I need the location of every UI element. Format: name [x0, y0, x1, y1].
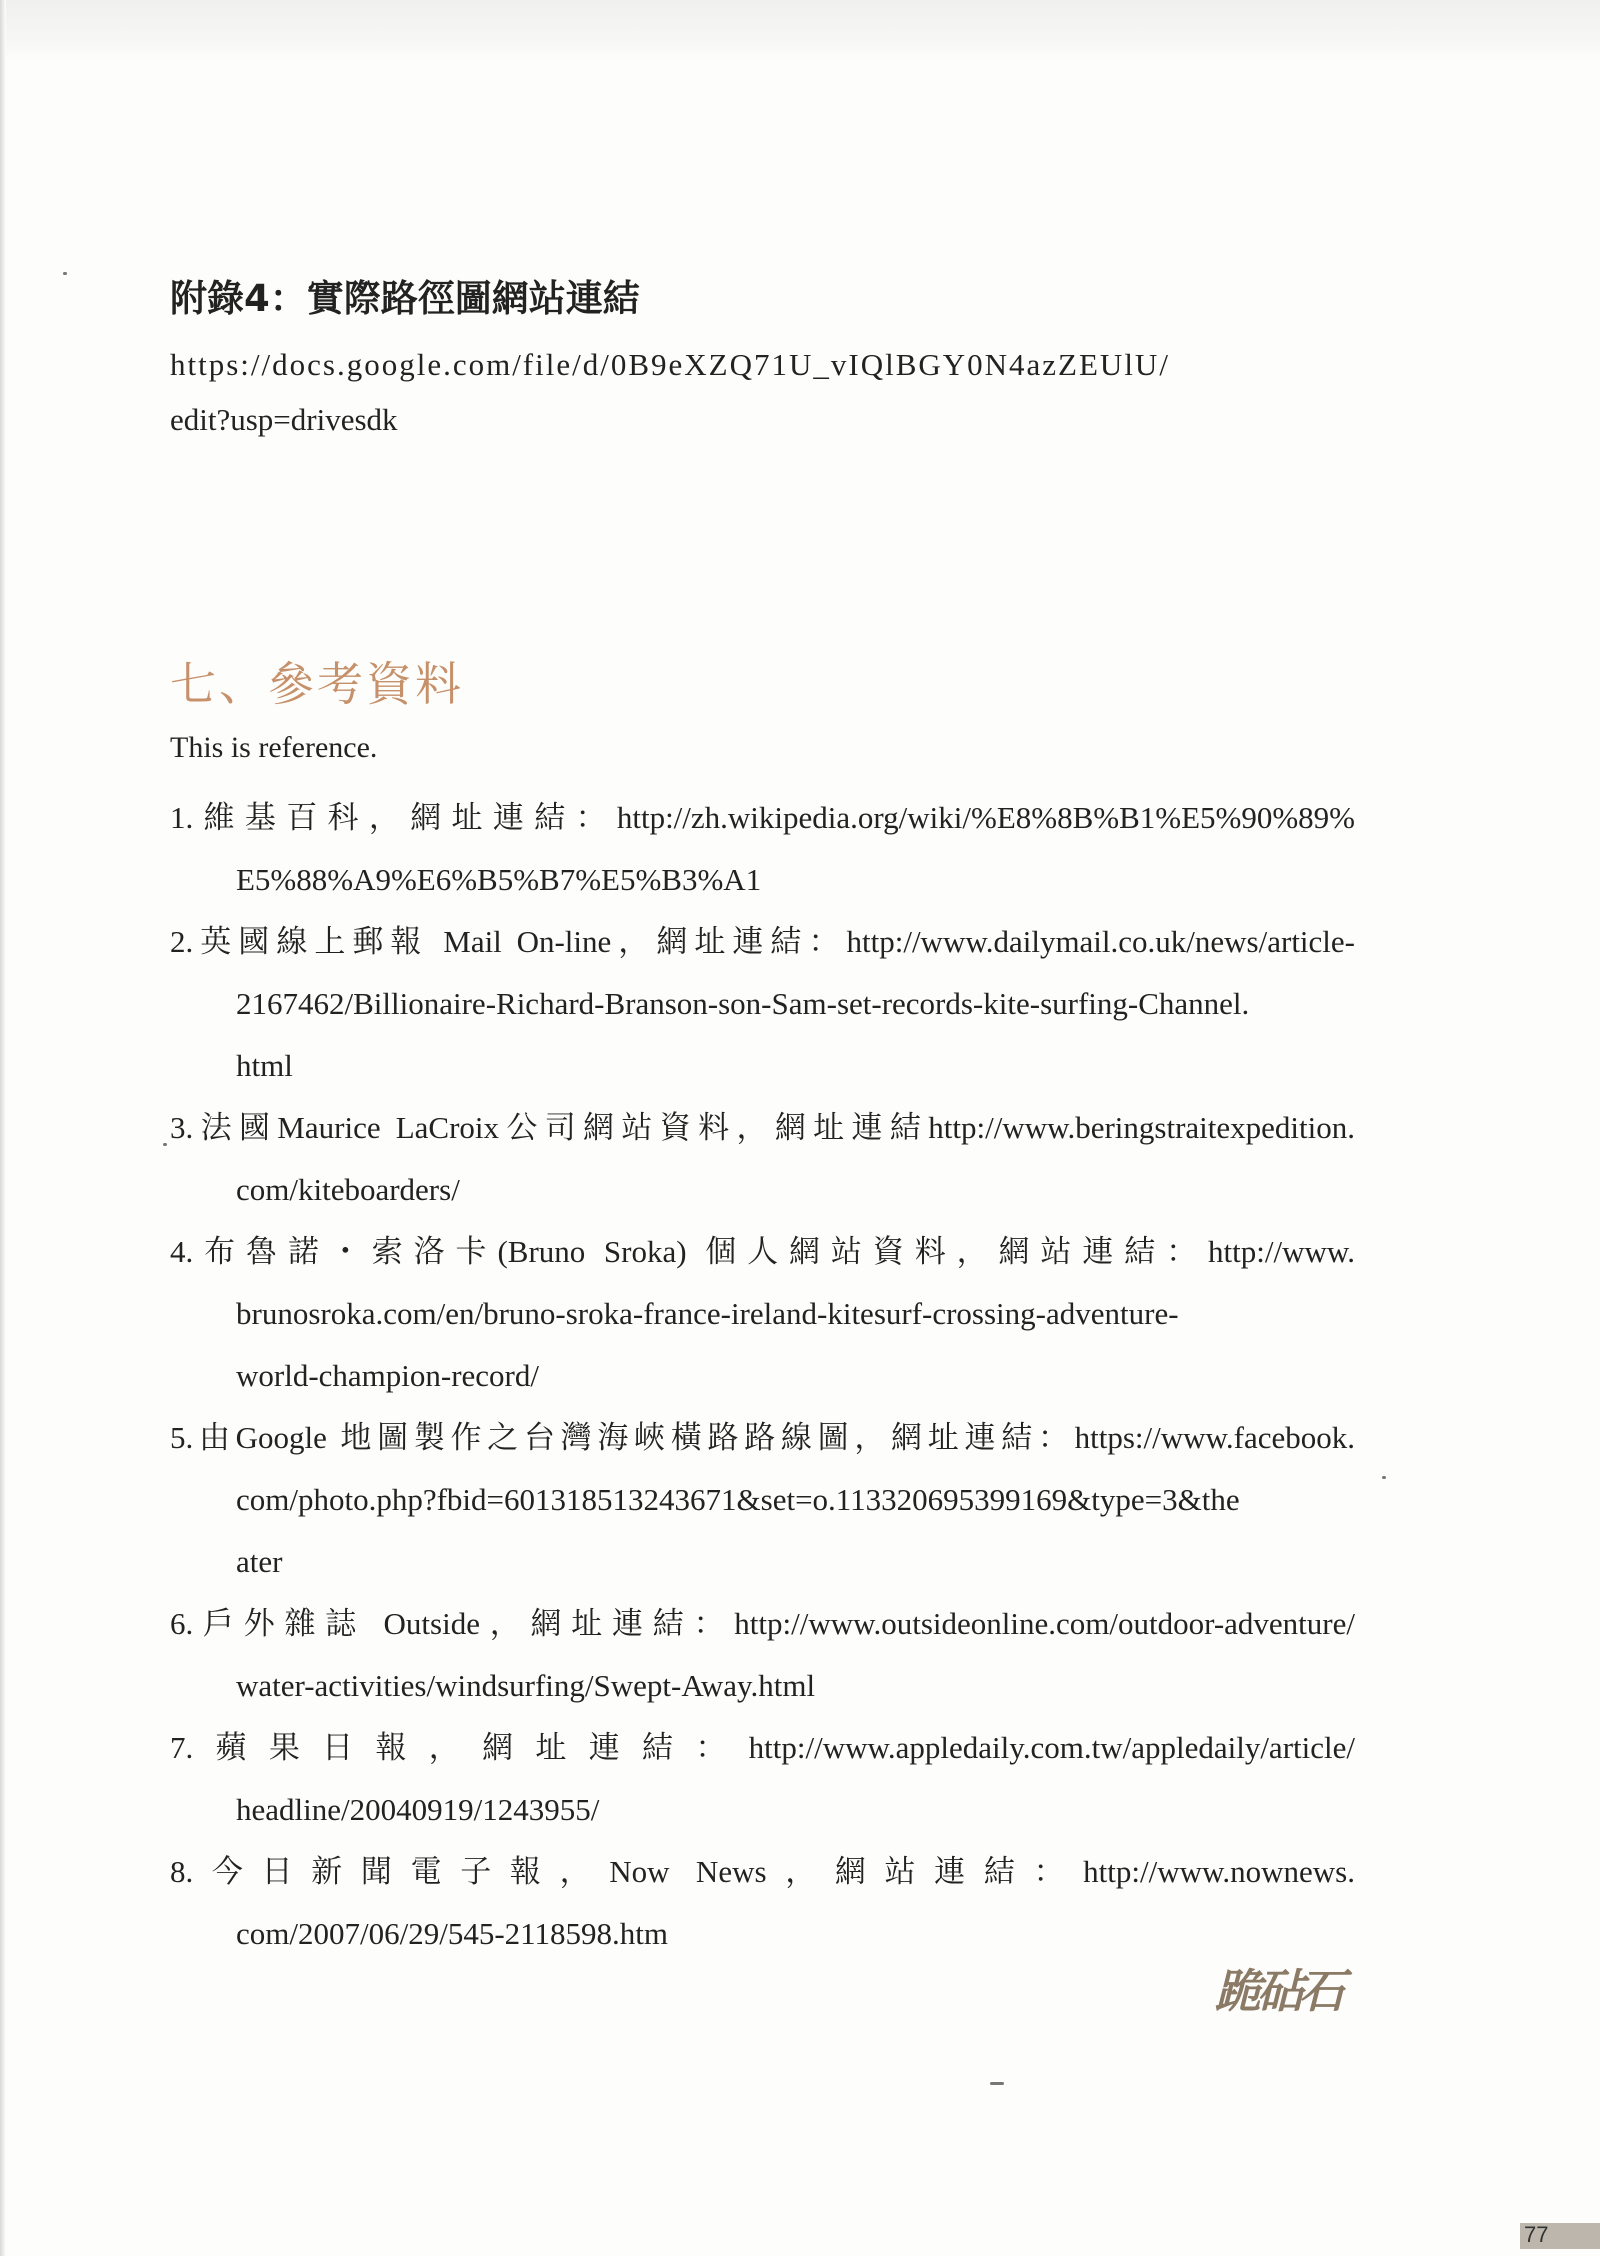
- reference-intro: This is reference.: [170, 731, 378, 764]
- scan-speck: [990, 2082, 1004, 2085]
- reference-link-continuation[interactable]: brunosroka.com/en/bruno-sroka-france-ireland-kitesurf-crossing-adventure-: [236, 1296, 1179, 1331]
- reference-link-continuation[interactable]: E5%88%A9%E6%B5%B7%E5%B3%A1: [236, 862, 762, 897]
- appendix-link-line2[interactable]: edit?usp=drivesdk: [170, 402, 398, 437]
- page-number: 77: [1524, 2222, 1549, 2247]
- scan-speck: [63, 272, 67, 275]
- reference-link-continuation[interactable]: com/photo.php?fbid=601318513243671&set=o.113320695399169&type=3&the: [236, 1482, 1240, 1517]
- reference-link-continuation[interactable]: html: [236, 1048, 293, 1083]
- reference-link-continuation[interactable]: world-champion-record/: [236, 1358, 539, 1393]
- reference-line[interactable]: 1.維基百科，網址連結：http://zh.wikipedia.org/wiki/%E8%8B%B1%E5%90%89%: [170, 800, 1355, 835]
- reference-list: [170, 787, 1355, 1965]
- reference-item: [170, 1717, 1355, 1841]
- reference-link-continuation[interactable]: com/2007/06/29/545-2118598.htm: [236, 1916, 668, 1951]
- scan-shadow-left: [0, 0, 6, 2256]
- appendix-title: 附錄4：實際路徑圖網站連結: [170, 277, 640, 320]
- reference-link-continuation[interactable]: water-activities/windsurfing/Swept-Away.html: [236, 1668, 816, 1703]
- appendix-link-line1[interactable]: https://docs.google.com/file/d/0B9eXZQ71U_vIQlBGY0N4azZEUlU/: [170, 347, 1170, 382]
- reference-item: [170, 1407, 1355, 1593]
- reference-item: [170, 1593, 1355, 1717]
- reference-item: [170, 1221, 1355, 1407]
- reference-line[interactable]: 7.蘋果日報，網址連結：http://www.appledaily.com.tw/appledaily/article/: [170, 1730, 1355, 1765]
- reference-item: [170, 1097, 1355, 1221]
- scan-speck: [1382, 1476, 1386, 1479]
- reference-line[interactable]: 4.布魯諾・索洛卡(Bruno Sroka) 個人網站資料，網站連結：http://www.: [170, 1234, 1355, 1269]
- scan-shadow-top: [0, 0, 1600, 60]
- seal-stamp: 跪砧石: [1215, 1964, 1341, 2018]
- reference-line[interactable]: 6.戶外雜誌 Outside，網址連結：http://www.outsideonline.com/outdoor-adventure/: [170, 1606, 1355, 1641]
- reference-line[interactable]: 3.法國Maurice LaCroix公司網站資料，網址連結http://www.beringstraitexpedition.: [170, 1110, 1355, 1145]
- reference-line[interactable]: 8.今日新聞電子報，Now News，網站連結：http://www.nownews.: [170, 1854, 1355, 1889]
- reference-link-continuation[interactable]: com/kiteboarders/: [236, 1172, 460, 1207]
- section-title: 七、參考資料: [170, 657, 464, 711]
- scan-speck: [163, 1143, 167, 1146]
- reference-item: [170, 787, 1355, 911]
- reference-link-continuation[interactable]: 2167462/Billionaire-Richard-Branson-son-Sam-set-records-kite-surfing-Channel.: [236, 986, 1250, 1021]
- reference-link-continuation[interactable]: ater: [236, 1544, 283, 1579]
- reference-item: [170, 1841, 1355, 1965]
- reference-line[interactable]: 5.由Google 地圖製作之台灣海峽橫路路線圖，網址連結：https://www.facebook.: [170, 1420, 1355, 1455]
- reference-link-continuation[interactable]: headline/20040919/1243955/: [236, 1792, 600, 1827]
- reference-line[interactable]: 2.英國線上郵報 Mail On-line，網址連結：http://www.dailymail.co.uk/news/article-: [170, 924, 1355, 959]
- reference-item: [170, 911, 1355, 1097]
